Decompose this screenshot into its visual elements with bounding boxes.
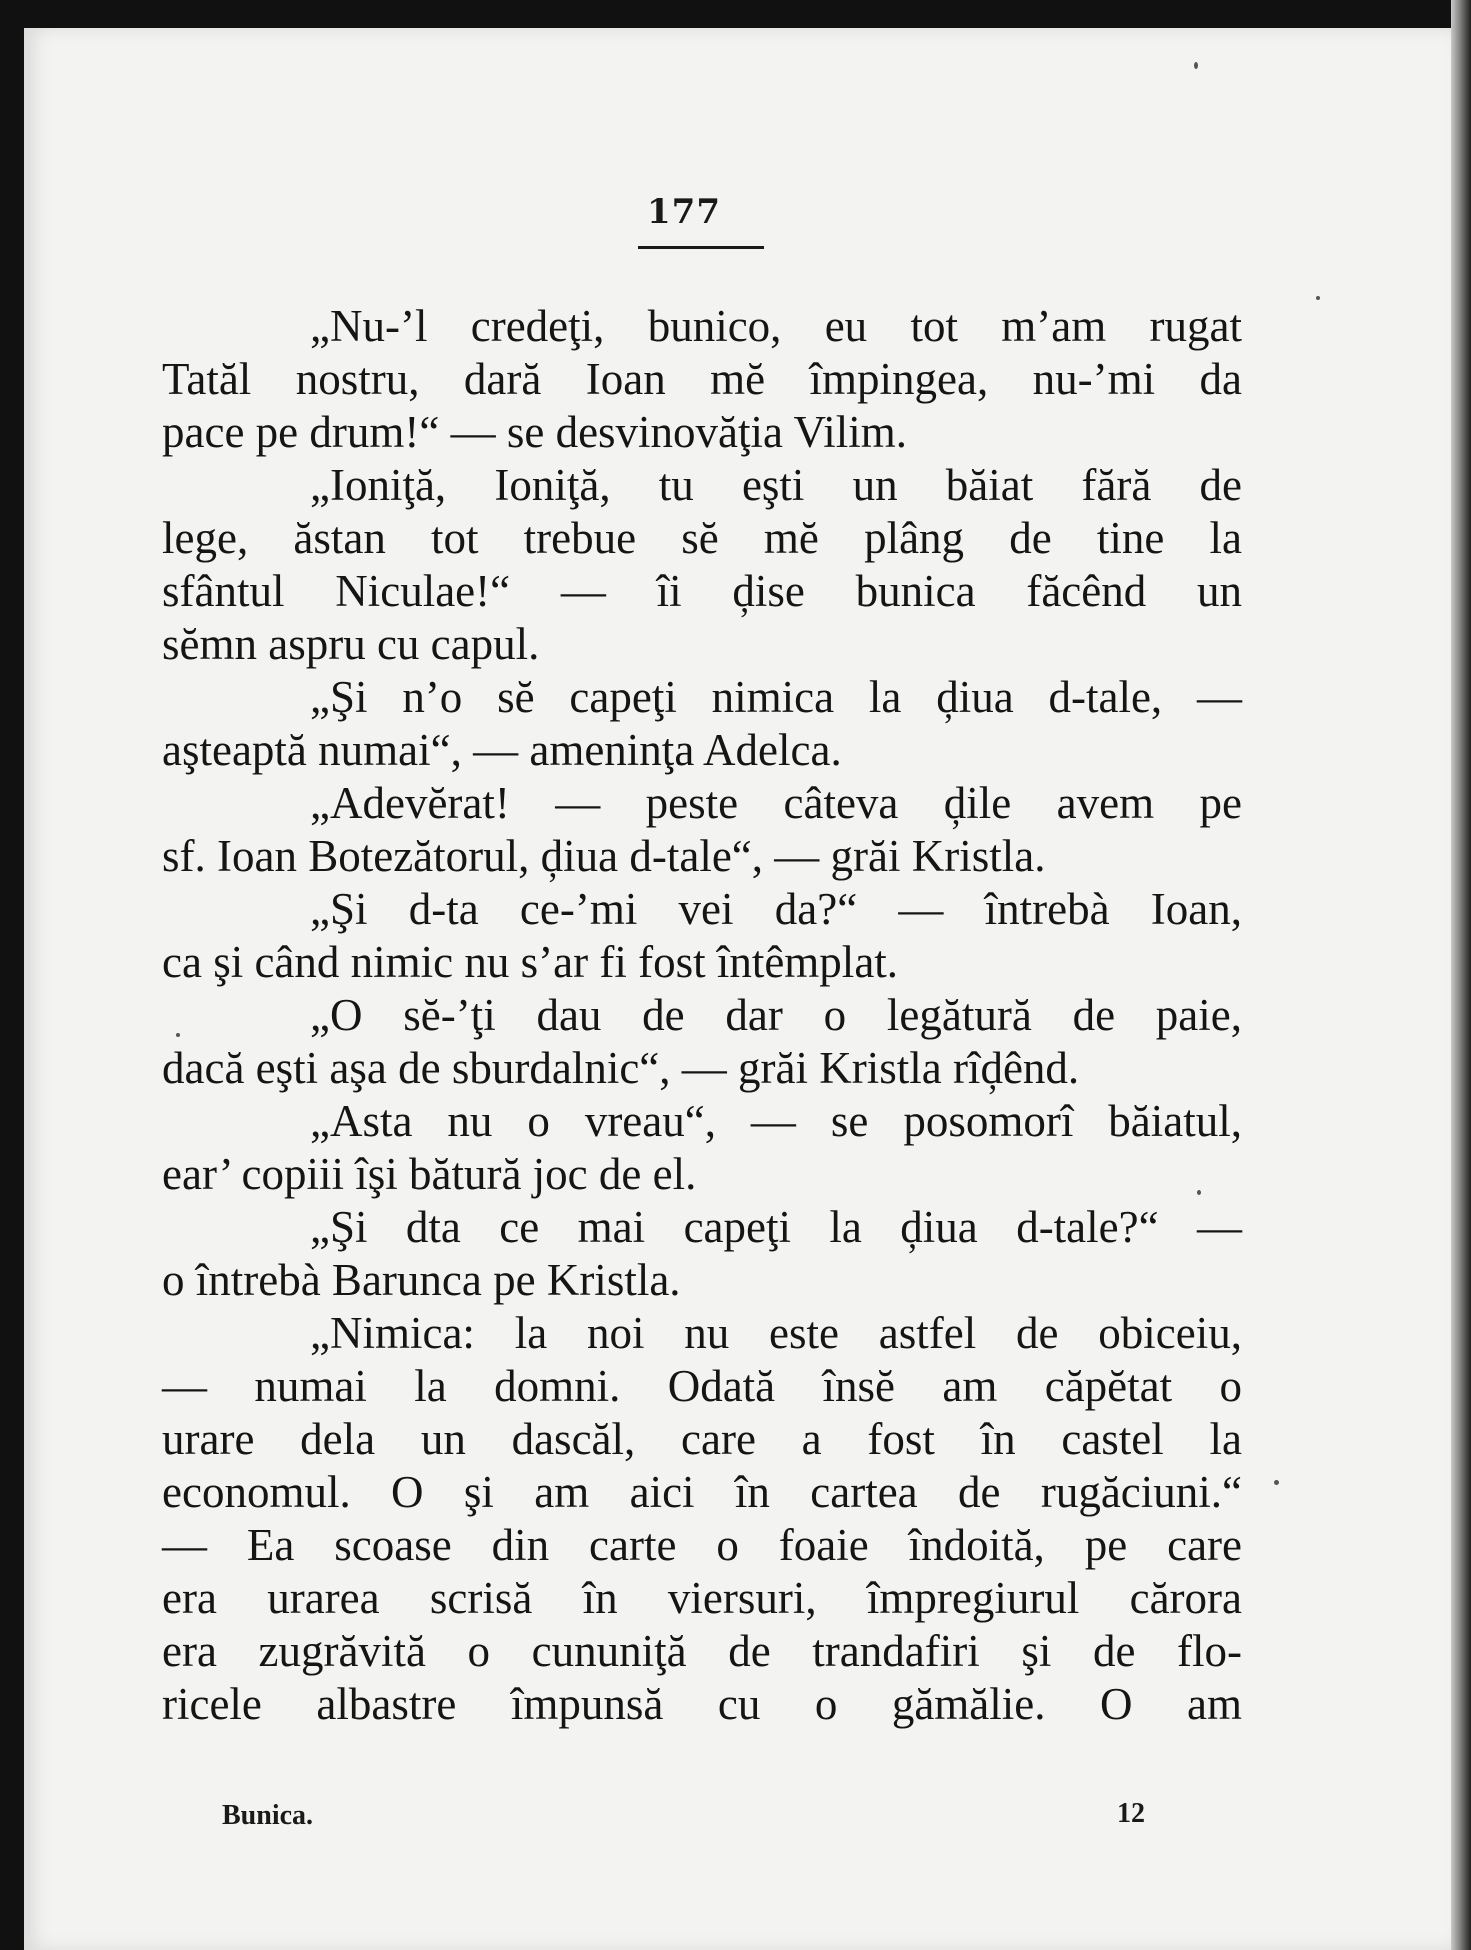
- text-line: sf. Ioan Botezătorul, ḑiua d-tale“, — grăi Kristla.: [162, 831, 1046, 881]
- text-line: economul. O şi am aici în cartea de rugăciuni.“: [162, 1467, 1242, 1517]
- text-line: sĕmn aspru cu capul.: [162, 619, 540, 669]
- text-line: pace pe drum!“ — se desvinovăţia Vilim.: [162, 407, 908, 457]
- text-line: „Asta nu o vreau“, — se posomorî băiatul,: [310, 1096, 1242, 1146]
- text-line: sfântul Niculae!“ — îi ḑise bunica făcênd un: [162, 566, 1242, 616]
- text-line: „Şi dta ce mai capeţi la ḑiua d-tale?“ —: [310, 1202, 1242, 1252]
- ink-speck: [1316, 296, 1320, 300]
- text-line: — numai la domni. Odată însĕ am căpĕtat o: [162, 1361, 1242, 1411]
- ink-speck: [1274, 1480, 1279, 1485]
- text-line: lege, ăstan tot trebue sĕ mĕ plâng de tine la: [162, 513, 1242, 563]
- text-line: „Adevĕrat! — peste câteva ḑile avem pe: [310, 778, 1242, 828]
- text-line: ca şi când nimic nu s’ar fi fost întêmplat.: [162, 937, 899, 987]
- text-line: era zugrăvită o cununiţă de trandafiri şi de flo-: [162, 1626, 1242, 1676]
- text-line: Tatăl nostru, dară Ioan mĕ împingea, nu-’mi da: [162, 354, 1242, 404]
- body-text: [162, 300, 1242, 1731]
- text-line: aşteaptă numai“, — ameninţa Adelca.: [162, 725, 842, 775]
- page-number-rule: [638, 246, 764, 249]
- scan-top-border: [24, 0, 1471, 28]
- ink-speck: [1194, 62, 1198, 69]
- text-line: „Şi d-ta ce-’mi vei da?“ — întrebà Ioan,: [310, 884, 1242, 934]
- ink-speck: [1197, 1190, 1201, 1195]
- text-line: ricele albastre împunsă cu o gămălie. O am: [162, 1679, 1242, 1729]
- text-line: o întrebà Barunca pe Kristla.: [162, 1255, 681, 1305]
- book-page: [24, 28, 1451, 1950]
- text-line: „Nimica: la noi nu este astfel de obiceiu,: [310, 1308, 1242, 1358]
- text-line: „Şi n’o sĕ capeţi nimica la ḑiua d-tale, —: [310, 672, 1242, 722]
- text-line: — Ea scoase din carte o foaie îndoită, pe care: [162, 1520, 1242, 1570]
- text-line: „O sĕ-’ţi dau de dar o legătură de paie,: [310, 990, 1242, 1040]
- text-line: urare dela un dascăl, care a fost în castel la: [162, 1414, 1242, 1464]
- text-line: ear’ copiii îşi bătură joc de el.: [162, 1149, 697, 1199]
- text-line: dacă eşti aşa de sburdalnic“, — grăi Kristla rîḑênd.: [162, 1043, 1080, 1093]
- scan-right-edge: [1451, 0, 1471, 1950]
- footer-book-title: Bunica.: [222, 1800, 314, 1831]
- text-line: era urarea scrisă în viersuri, împregiurul cărora: [162, 1573, 1242, 1623]
- ink-speck: [176, 1033, 180, 1037]
- scan-left-border: [0, 0, 24, 1950]
- text-line: „Nu-’l credeţi, bunico, eu tot m’am rugat: [310, 301, 1242, 351]
- text-line: „Ioniţă, Ioniţă, tu eşti un băiat fără de: [310, 460, 1242, 510]
- footer-signature-mark: 12: [1117, 1798, 1145, 1829]
- page-number: 177: [647, 192, 721, 232]
